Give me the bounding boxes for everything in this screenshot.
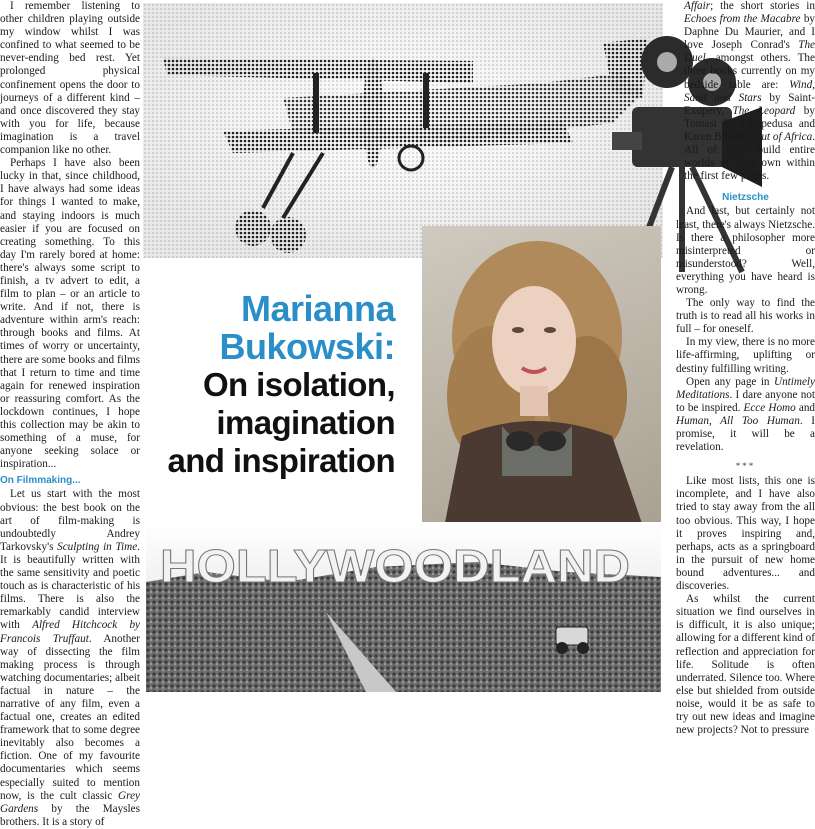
right-text-column (676, 0, 815, 737)
section-heading-filmmaking: On Filmmaking... (0, 475, 81, 487)
filmmaking-paragraph: Let us start with the most obvious: the best book on the art of film-making is undoubtedly Andrey Tarkovsky's Sculpting in Time. It is beautifully written with the same sensitivity and poetic touch as is characteristic of his films. There is also the remarkably candid interview with Alfred Hitchcock by Francois Truffaut. Another way of dissecting the film making process is through watching documentaries; albeit factual in nature – the narrative of any film, even a factual one, creates an edited framework that to some degree inevitably also becomes a fiction. One of my favourite documentaries which seems especially suited to mention now, is the cult classic Grey Gardens by the Maysles brothers. It is a story of (0, 488, 141, 828)
hollywoodland-image (146, 522, 661, 692)
hollywoodland-sign-text: HOLLYWOODLAND (160, 540, 630, 592)
nietzsche-paragraph-2: The only way to find the truth is to read all his works in full – for oneself. (676, 297, 815, 336)
headline-sub-line-2: imagination (216, 404, 395, 441)
portrait-image (422, 226, 661, 538)
closing-paragraph-1: Like most lists, this one is incomplete, and I have also tried to stay away from the all too obvious. This way, I hope it proves inspiring and, perhaps, acts as a springboard in the pursuit of new home bound adventures... and discoveries. (676, 475, 815, 593)
reading-list-paragraph: Affair; the short stories in Echoes from the Macabre by Daphne Du Maurier, and I love Joseph Conrad's The Duel, amongst others. The three books currently on my bedside table are: Wind, Sand and Stars by Saint-Exupery, The Leopard by Tomasi Di Lampedusa and Karen Blixen's Out of Africa. All of them build entire worlds of their own within the first few pages. (684, 0, 815, 183)
left-text-column (0, 0, 141, 828)
headline-name-line-1: Marianna (240, 288, 395, 329)
portrait-photo (422, 226, 661, 538)
headline-sub-line-1: On isolation, (202, 366, 395, 403)
intro-paragraph-2: Perhaps I have also been lucky in that, since childhood, I have always had some ideas for things I wanted to make, and staying indoors is much easier if you are focused on creating something. To this day I'm rarely bored at home: there's always some script to finish, a tv advert to edit, a film to plan – or an article to write. And if not, there is adventure within arm's reach: through books and films. At times of worry or uncertainty, there are some books and films that I return to time and time again for renewed inspiration or reassuring comfort. As the lockdown continues, I hope this collection may be akin to something of a muse, for anyone seeking solace or inspiration... (0, 157, 140, 471)
closing-paragraph-2: As whilst the current situation we find ourselves in is difficult, it is also unique; allowing for a different kind of reflection and appreciation for life. Solitude is often underrated. Silence too. Where else but shielded from outside noise, would it be as safe to try out new ideas and imagine new projects? Not to pressure (676, 593, 815, 737)
nietzsche-paragraph-3: In my view, there is no more life-affirming, uplifting or destiny fulfilling writing. (676, 336, 815, 375)
intro-paragraph-1: I remember listening to other children playing outside my window whilst I was confined to what seemed to be never-ending bed rest. Yet prolonged physical confinement opens the door to journeys of a different kind – and once discovered they stay with you for life, because imagination is a travel companion like no other. (0, 0, 140, 157)
nietzsche-paragraph-1: And last, but certainly not least, there's always Nietzsche. Is there a philosopher more misinterpreted or misunderstood? Well, everything you have heard is wrong. (676, 205, 815, 296)
article-headline (150, 290, 395, 480)
section-separator: *** (735, 461, 756, 472)
hollywoodland-sign-photo (146, 522, 661, 692)
headline-sub-line-3: and inspiration (167, 442, 395, 479)
section-heading-nietzsche: Nietzsche (722, 192, 769, 204)
headline-name-line-2: Bukowski: (219, 326, 395, 367)
nietzsche-paragraph-4: Open any page in Untimely Meditations. I dare anyone not to be inspired. Ecce Homo and Human, All Too Human. I promise, it will be a revelation. (676, 375, 815, 454)
